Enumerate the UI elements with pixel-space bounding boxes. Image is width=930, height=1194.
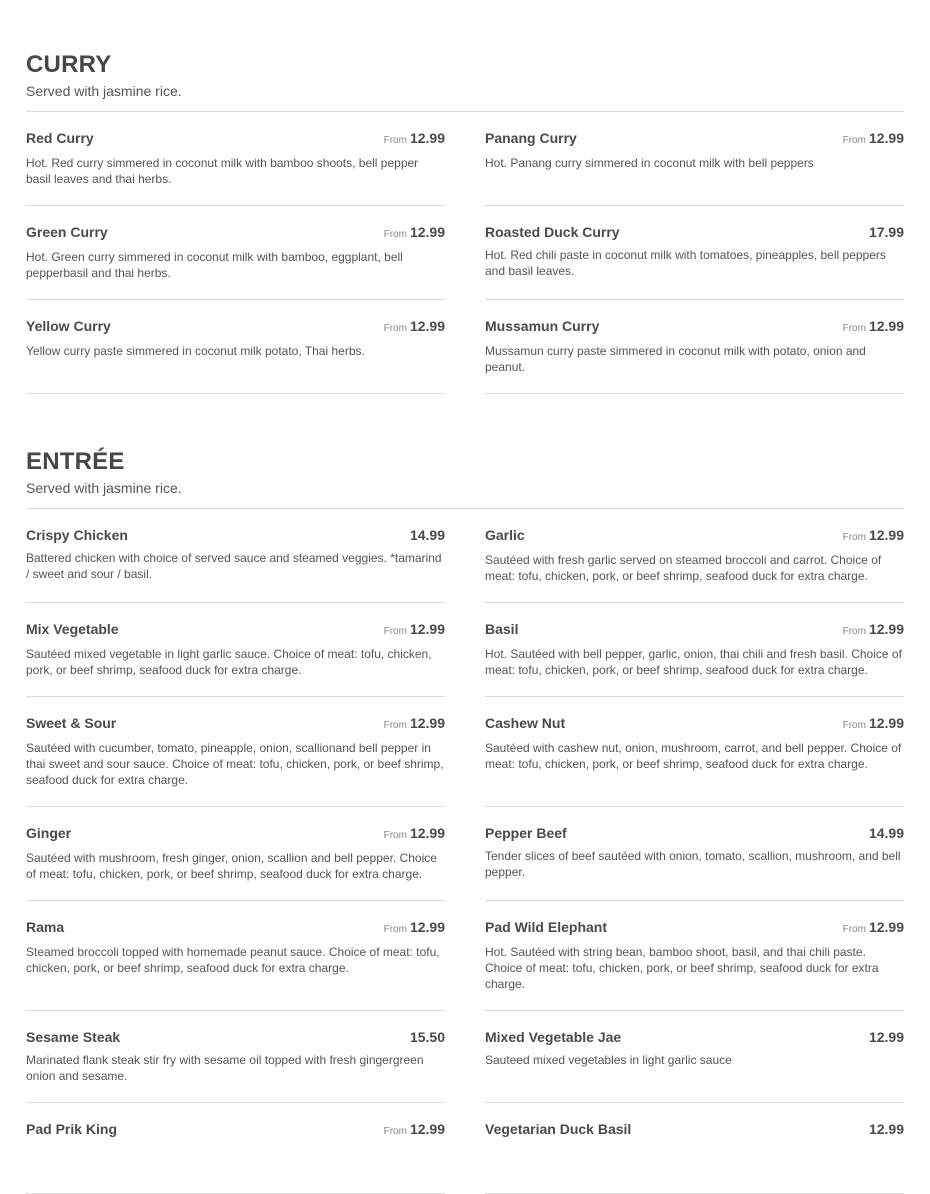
menu-item-header <box>485 224 904 242</box>
menu-item[interactable] <box>485 206 904 300</box>
menu-item-price: 12.99 <box>409 318 445 334</box>
menu-item-price: 12.99 <box>868 621 904 637</box>
menu-item[interactable] <box>26 300 445 394</box>
section-title: CURRY <box>26 51 112 78</box>
menu-item-header <box>485 130 904 148</box>
menu-item-price: 12.99 <box>409 715 445 731</box>
menu-item-price-group <box>843 318 904 336</box>
menu-item-price-group <box>384 621 445 639</box>
menu-item-description: Steamed broccoli topped with homemade peanut sauce. Choice of meat: tofu, chicken, pork, or beef shrimp, seafood duck for extra charge. <box>26 945 440 975</box>
menu-item-header <box>26 919 445 937</box>
menu-item[interactable] <box>485 603 904 697</box>
menu-item-header <box>26 318 445 336</box>
menu-item[interactable] <box>26 697 445 807</box>
menu-item-price-group <box>410 527 445 545</box>
menu-item-name: Pepper Beef <box>485 825 567 841</box>
menu-item-name: Garlic <box>485 527 525 543</box>
menu-item-price-group <box>843 527 904 545</box>
menu-item-price: 12.99 <box>868 318 904 334</box>
menu-item-description: Hot. Sautéed with bell pepper, garlic, onion, thai chili and fresh basil. Choice of meat: tofu, chicken, pork, or beef shrimp, seafood duck for extra charge. <box>485 647 902 677</box>
price-from-label: From <box>383 720 407 731</box>
price-from-label: From <box>383 135 407 146</box>
menu-item-header <box>485 1121 904 1139</box>
section-subtitle: Served with jasmine rice. <box>26 83 182 99</box>
menu-item-header <box>485 621 904 639</box>
menu-item-description: Hot. Sautéed with string bean, bamboo shoot, basil, and thai chili paste. Choice of meat: tofu, chicken, pork, or beef shrimp, seafood duck for extra charge. <box>485 945 879 991</box>
menu-item-name: Yellow Curry <box>26 318 111 334</box>
price-from-label: From <box>842 626 866 637</box>
menu-item-price: 12.99 <box>409 130 445 146</box>
price-from-label: From <box>383 1126 407 1137</box>
menu-item-header <box>485 825 904 843</box>
menu-grid <box>26 509 904 1194</box>
menu-item-price-group <box>384 715 445 733</box>
menu-item-description: Hot. Green curry simmered in coconut milk with bamboo, eggplant, bell pepperbasil and thai herbs. <box>26 250 403 280</box>
menu-item[interactable] <box>485 112 904 206</box>
menu-item-name: Green Curry <box>26 224 108 240</box>
menu-item-name: Sweet & Sour <box>26 715 117 731</box>
menu-item-price-group <box>843 919 904 937</box>
menu-item-name: Crispy Chicken <box>26 527 128 543</box>
menu-grid <box>26 112 904 394</box>
menu-item-description: Hot. Red chili paste in coconut milk with tomatoes, pineapples, bell peppers and basil leaves. <box>485 248 886 278</box>
price-from-label: From <box>842 323 866 334</box>
menu-item-price-group <box>869 1121 904 1139</box>
menu-item[interactable] <box>485 807 904 901</box>
menu-item-name: Mixed Vegetable Jae <box>485 1029 622 1045</box>
menu-item-price-group <box>869 224 904 242</box>
menu-item-price-group <box>843 130 904 148</box>
price-from-label: From <box>383 229 407 240</box>
menu-item-name: Ginger <box>26 825 72 841</box>
menu-item-description: Tender slices of beef sautéed with onion, tomato, scallion, mushroom, and bell pepper. <box>485 849 901 879</box>
menu-item-description: Marinated flank steak stir fry with sesame oil topped with fresh gingergreen onion and sesame. <box>26 1053 424 1083</box>
menu-item[interactable] <box>485 901 904 1011</box>
menu-item[interactable] <box>485 1103 904 1194</box>
menu-item-price-group <box>843 715 904 733</box>
menu-item[interactable] <box>26 206 445 300</box>
price-from-label: From <box>842 720 866 731</box>
menu-item-name: Mussamun Curry <box>485 318 600 334</box>
menu-item-header <box>485 919 904 937</box>
menu-item-name: Red Curry <box>26 130 94 146</box>
menu-item-description: Sautéed mixed vegetable in light garlic sauce. Choice of meat: tofu, chicken, pork, or beef shrimp, seafood duck for extra charge. <box>26 647 432 677</box>
menu-item-header <box>485 715 904 733</box>
menu-item-description: Sautéed with fresh garlic served on steamed broccoli and carrot. Choice of meat: tofu, chicken, pork, or beef shrimp, seafood duck for extra charge. <box>485 553 882 583</box>
menu-item-name: Mix Vegetable <box>26 621 119 637</box>
menu-item-name: Panang Curry <box>485 130 577 146</box>
menu-item-header <box>26 825 445 843</box>
menu-item-header <box>485 527 904 545</box>
menu-item-price-group <box>869 1029 904 1047</box>
menu-item-name: Vegetarian Duck Basil <box>485 1121 632 1137</box>
price-from-label: From <box>383 323 407 334</box>
menu-item-name: Basil <box>485 621 519 637</box>
menu-item-price-group <box>843 621 904 639</box>
menu-item-price: 12.99 <box>409 919 445 935</box>
menu-item-price-group <box>384 224 445 242</box>
menu-item-name: Rama <box>26 919 65 935</box>
menu-item[interactable] <box>485 300 904 394</box>
menu-item-description: Mussamun curry paste simmered in coconut milk with potato, onion and peanut. <box>485 344 866 374</box>
price-from-label: From <box>842 135 866 146</box>
menu-item-price: 14.99 <box>868 825 904 841</box>
section-title: ENTRÉE <box>26 448 125 475</box>
menu-item-price: 12.99 <box>868 527 904 543</box>
menu-item-description: Hot. Red curry simmered in coconut milk with bamboo shoots, bell pepper basil leaves and thai herbs. <box>26 156 419 186</box>
menu-item-price-group <box>384 919 445 937</box>
curry-section <box>26 51 904 394</box>
menu-item-price-group <box>384 130 445 148</box>
menu-item-price: 15.50 <box>409 1029 445 1045</box>
menu-item-header <box>26 224 445 242</box>
menu-item[interactable] <box>26 603 445 697</box>
menu-item-header <box>26 1029 445 1047</box>
menu-item-header <box>485 318 904 336</box>
menu-item[interactable] <box>26 901 445 1011</box>
menu-item[interactable] <box>485 697 904 807</box>
menu-item-name: Sesame Steak <box>26 1029 121 1045</box>
menu-item-name: Cashew Nut <box>485 715 566 731</box>
menu-item-description: Yellow curry paste simmered in coconut milk potato, Thai herbs. <box>26 344 365 358</box>
menu-item-price-group <box>384 825 445 843</box>
menu-item[interactable] <box>26 1103 445 1194</box>
price-from-label: From <box>842 924 866 935</box>
menu-item-description: Sauteed mixed vegetables in light garlic sauce <box>485 1053 732 1067</box>
menu-item-description: Sautéed with mushroom, fresh ginger, onion, scallion and bell pepper. Choice of meat: tofu, chicken, pork, or beef shrimp, seafood duck for extra charge. <box>26 851 437 881</box>
menu-item-price: 12.99 <box>868 130 904 146</box>
menu-item-price: 12.99 <box>409 825 445 841</box>
menu-item-price-group <box>384 1121 445 1139</box>
menu-item-header <box>26 715 445 733</box>
menu-item-price: 12.99 <box>868 1029 904 1045</box>
menu-item-header <box>26 130 445 148</box>
menu-item-price-group <box>384 318 445 336</box>
menu-item[interactable] <box>26 509 445 603</box>
price-from-label: From <box>383 626 407 637</box>
menu-item-description: Sautéed with cashew nut, onion, mushroom, carrot, and bell pepper. Choice of meat: tofu, chicken, pork, or beef shrimp, seafood duck for extra charge. <box>485 741 902 771</box>
menu-item[interactable] <box>26 807 445 901</box>
entree-section <box>26 448 904 1194</box>
section-subtitle: Served with jasmine rice. <box>26 480 182 496</box>
menu-item-price: 12.99 <box>409 621 445 637</box>
menu-item-name: Pad Wild Elephant <box>485 919 607 935</box>
menu-item-name: Roasted Duck Curry <box>485 224 620 240</box>
menu-item[interactable] <box>485 1011 904 1103</box>
menu-item-price: 14.99 <box>409 527 445 543</box>
menu-item[interactable] <box>485 509 904 603</box>
menu-item-description: Hot. Panang curry simmered in coconut milk with bell peppers <box>485 156 814 170</box>
menu-item[interactable] <box>26 112 445 206</box>
menu-item-price: 12.99 <box>868 715 904 731</box>
menu-item-description: Battered chicken with choice of served sauce and steamed veggies. *tamarind / sweet and sour / basil. <box>26 551 442 581</box>
menu-item-price-group <box>410 1029 445 1047</box>
price-from-label: From <box>383 924 407 935</box>
menu-item-header <box>26 527 445 545</box>
menu-item-header <box>26 1121 445 1139</box>
menu-item-header <box>485 1029 904 1047</box>
menu-item[interactable] <box>26 1011 445 1103</box>
price-from-label: From <box>383 830 407 841</box>
menu-item-name: Pad Prik King <box>26 1121 118 1137</box>
menu-item-price: 12.99 <box>409 224 445 240</box>
menu-item-price: 12.99 <box>409 1121 445 1137</box>
menu-item-header <box>26 621 445 639</box>
price-from-label: From <box>842 532 866 543</box>
menu-item-description: Sautéed with cucumber, tomato, pineapple, onion, scallionand bell pepper in thai sweet and sour sauce. Choice of meat: tofu, chicken, pork, or beef shrimp, seafood duck for extra charge. <box>26 741 444 787</box>
menu-item-price-group <box>869 825 904 843</box>
menu-item-price: 12.99 <box>868 919 904 935</box>
menu-item-price: 17.99 <box>868 224 904 240</box>
menu-item-price: 12.99 <box>868 1121 904 1137</box>
